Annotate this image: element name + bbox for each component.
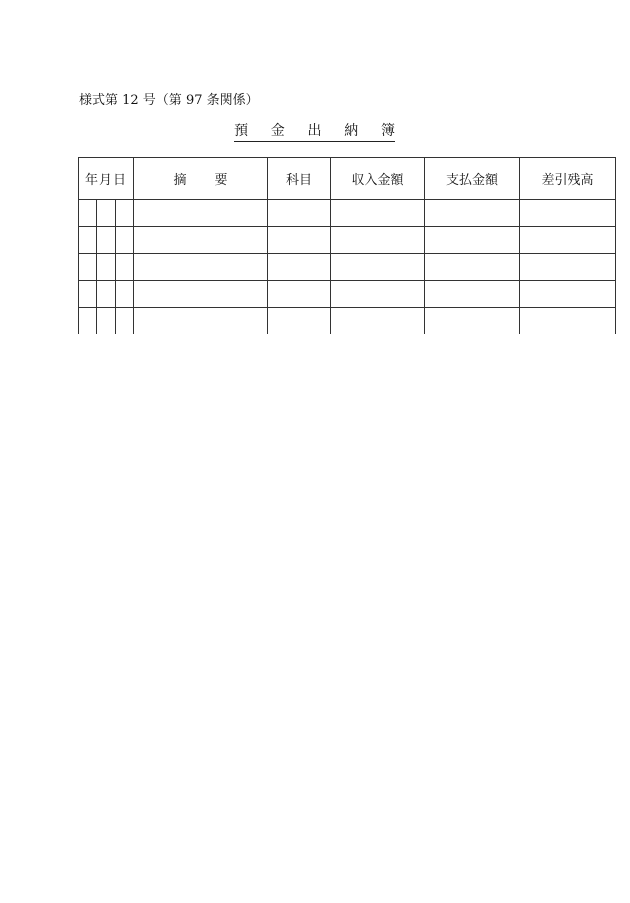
payment-cell[interactable] [425,227,520,254]
year-cell[interactable] [79,308,97,335]
year-cell[interactable] [79,227,97,254]
day-cell[interactable] [116,254,134,281]
header-payment: 支払金額 [425,158,520,200]
summary-cell[interactable] [134,227,268,254]
title-char: 納 [344,123,359,139]
payment-cell[interactable] [425,308,520,335]
header-date: 年月日 [79,158,134,200]
month-cell[interactable] [97,254,116,281]
table-row [79,200,616,227]
summary-cell[interactable] [134,308,268,335]
account-cell[interactable] [268,227,331,254]
account-cell[interactable] [268,254,331,281]
day-cell[interactable] [116,308,134,335]
title-char: 金 [270,123,285,139]
balance-cell[interactable] [520,254,616,281]
balance-cell[interactable] [520,281,616,308]
document-title [234,124,395,142]
day-cell[interactable] [116,227,134,254]
header-summary: 摘 要 [134,158,268,200]
income-cell[interactable] [331,308,425,335]
account-cell[interactable] [268,281,331,308]
summary-cell[interactable] [134,281,268,308]
income-cell[interactable] [331,254,425,281]
year-cell[interactable] [79,281,97,308]
table-row [79,227,616,254]
income-cell[interactable] [331,200,425,227]
account-cell[interactable] [268,308,331,335]
year-cell[interactable] [79,200,97,227]
balance-cell[interactable] [520,200,616,227]
summary-cell[interactable] [134,254,268,281]
summary-cell[interactable] [134,200,268,227]
table-row [79,308,616,335]
title-char: 簿 [381,123,395,139]
payment-cell[interactable] [425,281,520,308]
income-cell[interactable] [331,281,425,308]
form-number-label: 様式第 12 号（第 97 条関係） [79,93,259,108]
balance-cell[interactable] [520,308,616,335]
day-cell[interactable] [116,281,134,308]
payment-cell[interactable] [425,254,520,281]
header-row [79,158,616,200]
title-char: 出 [307,123,322,139]
payment-cell[interactable] [425,200,520,227]
day-cell[interactable] [116,200,134,227]
balance-cell[interactable] [520,227,616,254]
month-cell[interactable] [97,200,116,227]
month-cell[interactable] [97,281,116,308]
header-account: 科目 [268,158,331,200]
income-cell[interactable] [331,227,425,254]
month-cell[interactable] [97,227,116,254]
deposit-ledger-table [78,157,615,335]
table-row [79,254,616,281]
header-income: 収入金額 [331,158,425,200]
month-cell[interactable] [97,308,116,335]
table-row [79,281,616,308]
title-char: 預 [234,123,248,139]
year-cell[interactable] [79,254,97,281]
account-cell[interactable] [268,200,331,227]
header-balance: 差引残高 [520,158,616,200]
